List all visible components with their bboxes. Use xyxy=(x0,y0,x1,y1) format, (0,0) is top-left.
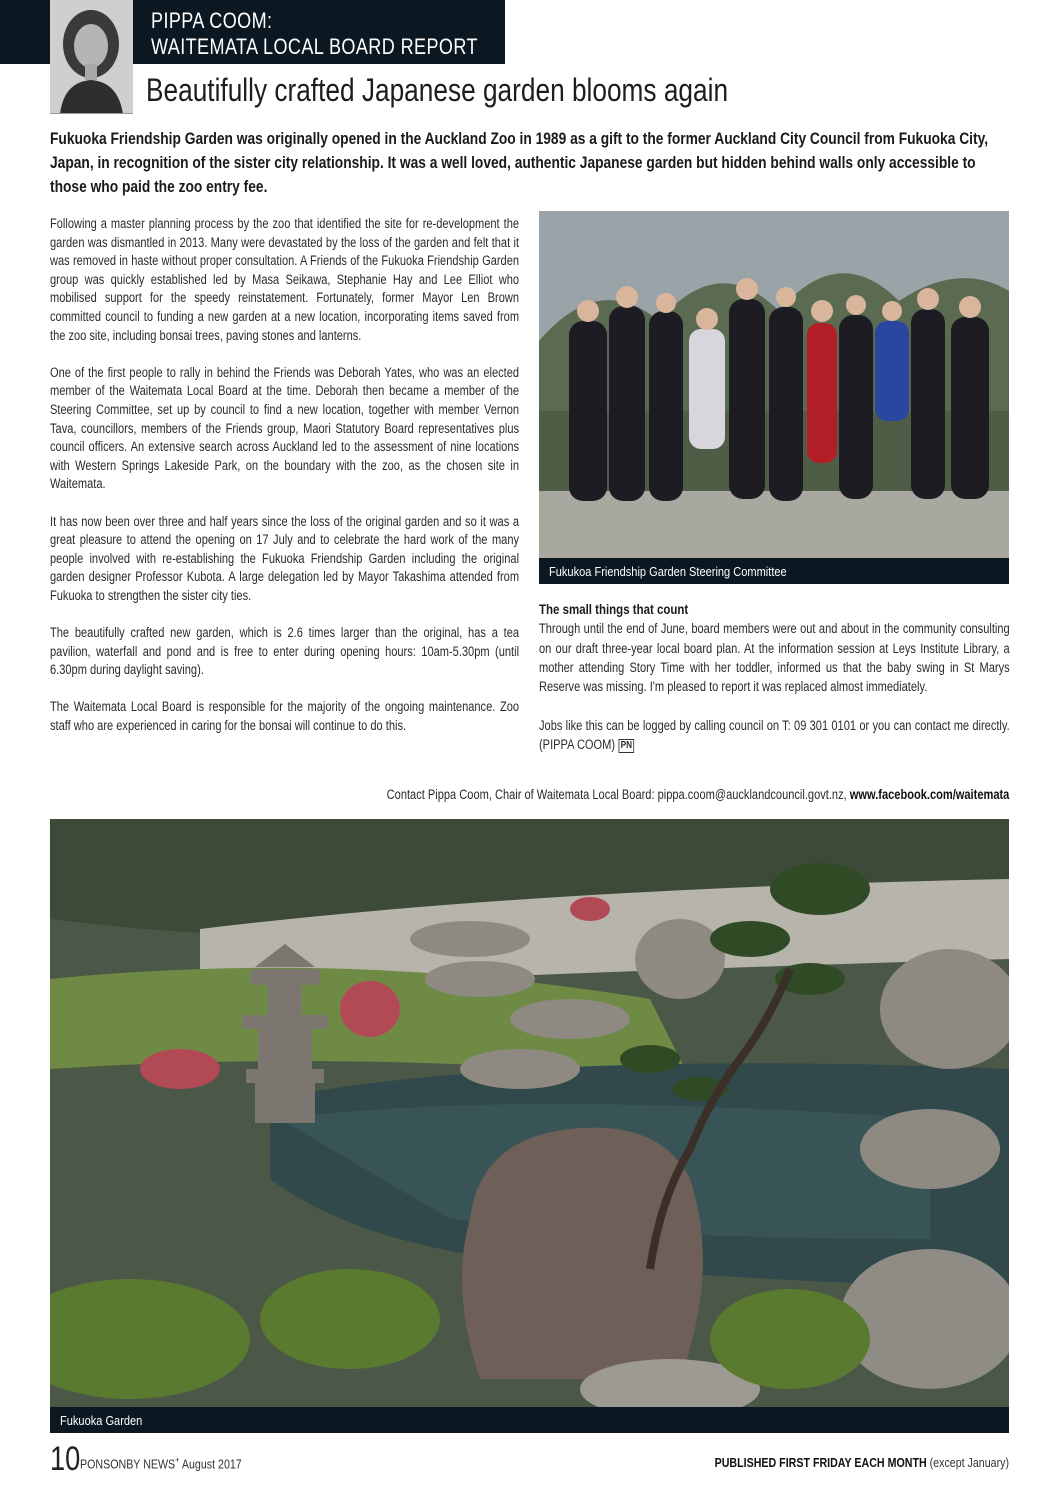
column-title-line2: WAITEMATA LOCAL BOARD REPORT xyxy=(151,34,478,59)
body-paragraph: The beautifully crafted new garden, which is 2.6 times larger than the original, has a tea pavilion, waterfall and pond and is free to enter during opening hours: 10am-5.30pm (until 6.30pm during daylight saving). xyxy=(50,625,520,678)
caption-text: Fukukoa Friendship Garden Steering Committee xyxy=(549,563,787,579)
caption-text: Fukuoka Garden xyxy=(60,1412,143,1428)
intro-paragraph: Fukuoka Friendship Garden was originally opened in the Auckland Zoo in 1989 as a gift to the former Auckland City Council from Fukuoka City, Japan, in recognition of the sister city relationship. It was a well loved, authentic Japanese garden but hidden behind walls only accessible to those who paid the zoo entry fee. xyxy=(50,130,989,196)
body-paragraph: It has now been over three and half years since the loss of the original garden and so it was a great pleasure to attend the opening on 17 July and to celebrate the hard work of the many people involved with re-establishing the Fukuoka Friendship Garden including the original garden designer Professor Kubota. A large delegation led by Mayor Takashima attended from Fukuoka to strengthen the sister city ties. xyxy=(50,513,520,603)
author-portrait xyxy=(50,0,133,114)
contact-line xyxy=(386,787,1009,802)
published-text: PUBLISHED FIRST FRIDAY EACH MONTH xyxy=(714,1455,927,1470)
publication-note xyxy=(715,1455,1009,1470)
garden-photo-caption xyxy=(50,1407,1009,1433)
body-text: Jobs like this can be logged by calling council on T: 09 301 0101 or you can contact me directly. (PIPPA COOM) xyxy=(539,717,1010,753)
body-paragraph xyxy=(539,716,1010,755)
contact-text: Contact Pippa Coom, Chair of Waitemata Local Board: pippa.coom@aucklandcouncil.govt.nz, xyxy=(386,787,847,802)
magazine-name: PONSONBY NEWS xyxy=(80,1456,176,1472)
facebook-link[interactable]: www.facebook.com/waitemata xyxy=(849,787,1009,802)
column-title xyxy=(151,8,478,60)
page-number: 10 xyxy=(50,1440,81,1478)
right-column xyxy=(539,600,1010,774)
body-paragraph: The Waitemata Local Board is responsible for the majority of the ongoing maintenance. Zoo staff who are experienced in caring for the bonsai will continue to do this. xyxy=(50,699,520,734)
committee-photo xyxy=(539,211,1009,558)
issue-date: August 2017 xyxy=(181,1456,242,1472)
column-title-line1: PIPPA COOM: xyxy=(151,8,273,33)
committee-photo-caption xyxy=(539,558,1009,584)
body-paragraph: One of the first people to rally in behind the Friends was Deborah Yates, who was an elected member of the Waitemata Local Board at the time. Deborah then became a member of the Steering Committee, set up by council to find a new location, together with member Vernon Tava, councillors, members of the Friends group, Maori Statutory Board representatives plus council officers. An extensive search across Auckland led to the assessment of nine locations with Western Springs Lakeside Park, on the boundary with the zoo, as the chosen site in Waitemata. xyxy=(50,364,520,492)
body-paragraph: Through until the end of June, board members were out and about in the community consulting on our draft three-year local board plan. At the information session at Leys Institute Library, a mother attending Story Time with her toddler, informed us that the baby swing in St Marys Reserve was missing. I'm pleased to report it was replaced almost immediately. xyxy=(539,621,1010,695)
magazine-issue xyxy=(80,1455,242,1471)
garden-photo xyxy=(50,819,1009,1407)
page-headline: Beautifully crafted Japanese garden blooms again xyxy=(146,72,729,108)
left-column xyxy=(50,215,519,754)
except-text: (except January) xyxy=(929,1455,1009,1470)
pn-end-mark: PN xyxy=(618,739,634,753)
body-paragraph: Following a master planning process by the zoo that identified the site for re-development the garden was dismantled in 2013. Many were devastated by the loss of the garden and felt that it was removed in haste without proper consultation. A Friends of the Fukuoka Friendship Garden group was quickly established led by Masa Seikawa, Stephanie Hay and Lee Elliot who mobilised support for the speedy reinstatement. Fortunately, former Mayor Len Brown committed council to funding a new garden at a new location, incorporating items saved from the zoo site, including bonsai trees, paving stones and lanterns. xyxy=(50,216,520,343)
magazine-plus: + xyxy=(175,1455,180,1465)
section-heading: The small things that count xyxy=(539,601,689,617)
